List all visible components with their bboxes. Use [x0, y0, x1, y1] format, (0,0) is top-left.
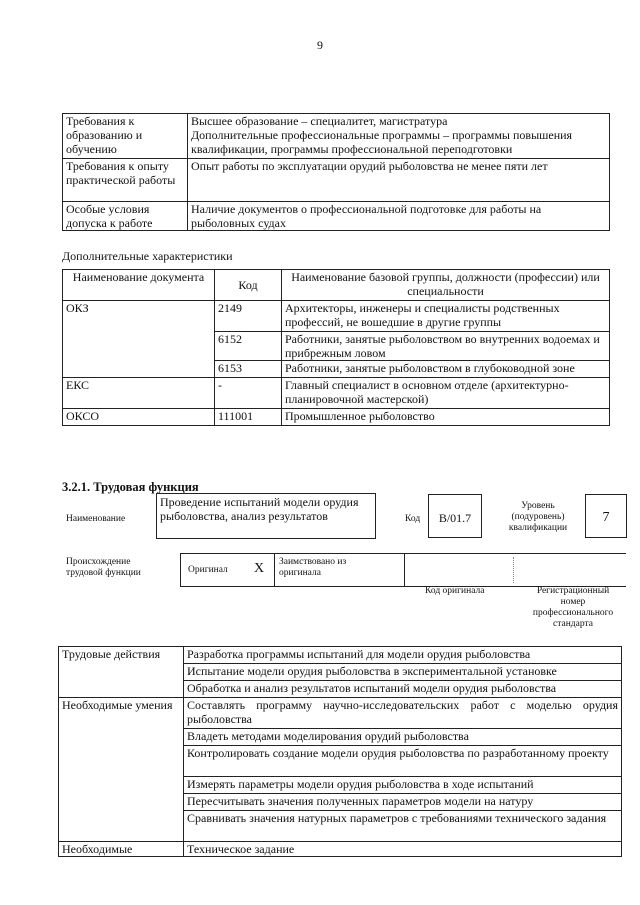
cell-name: Работники, занятые рыболовством в глубоководной зоне [282, 361, 610, 378]
row-label: Особые условия допуска к работе [63, 202, 188, 231]
skill-item: Контролировать создание модели орудия рыболовства по разработанному проекту [184, 746, 622, 777]
function-name-value: Проведение испытаний модели орудия рыболовства, анализ результатов [160, 495, 359, 523]
col-header-code: Код [215, 270, 282, 301]
original-mark: X [254, 561, 265, 576]
actions-label: Трудовые действия [59, 647, 184, 698]
table-row [63, 301, 610, 332]
skills-label: Необходимые умения [59, 698, 184, 842]
code-original-caption: Код оригинала [425, 586, 485, 596]
row-value: Опыт работы по эксплуатации орудий рыболовства не менее пяти лет [188, 159, 610, 202]
line: Высшее образование – специалитет, магистратура [191, 114, 448, 128]
table-row [63, 202, 610, 231]
cell-doc: ОКЗ [63, 301, 215, 378]
requirements-table [62, 113, 610, 231]
divider [404, 553, 405, 586]
origin-box [180, 553, 626, 587]
divider [513, 557, 514, 583]
cell-name: Промышленное рыболовство [282, 409, 610, 426]
table-row [63, 159, 610, 202]
code-value: B/01.7 [438, 511, 472, 525]
cell-code: 6152 [215, 332, 282, 361]
cell-code: - [215, 378, 282, 409]
table-row [63, 378, 610, 409]
table-row [63, 114, 610, 159]
line: Дополнительные профессиональные программы – программы повышения квалификации, программы профессиональной переподготовки [191, 128, 573, 156]
skill-item: Составлять программу научно-исследовательских работ с моделью орудия рыболовства [184, 698, 622, 729]
functions-table [58, 646, 622, 857]
cell-name: Архитекторы, инженеры и специалисты родственных профессий, не вошедшие в другие группы [282, 301, 610, 332]
action-item: Испытание модели орудия рыболовства в экспериментальной установке [184, 664, 622, 681]
code-label: Код [405, 514, 421, 524]
original-label: Оригинал [188, 565, 228, 575]
table-row [63, 409, 610, 426]
knowledge-label: Необходимые [59, 842, 184, 857]
reg-number-caption: Регистрационный номер профессионального стандарта [532, 586, 614, 629]
page-number: 9 [317, 38, 323, 52]
skill-item: Сравнивать значения натурных параметров с требованиями технического задания [184, 811, 622, 842]
knowledge-item: Техническое задание [184, 842, 622, 857]
cell-name: Работники, занятые рыболовством во внутренних водоемах и прибрежным ловом [282, 332, 610, 361]
name-label: Наименование [66, 514, 126, 524]
level-label: Уровень (подуровень) квалификации [508, 501, 568, 533]
code-box [428, 494, 482, 538]
borrowed-label: Заимствовано из оригинала [279, 557, 347, 578]
table-row [59, 647, 622, 664]
skill-item: Владеть методами моделирования орудий рыболовства [184, 729, 622, 746]
skill-item: Измерять параметры модели орудия рыболовства в ходе испытаний [184, 777, 622, 794]
col-header-name: Наименование базовой группы, должности (профессии) или специальности [282, 270, 610, 301]
cell-code: 6153 [215, 361, 282, 378]
cell-doc: ОКСО [63, 409, 215, 426]
level-box [585, 494, 627, 538]
row-value: Наличие документов о профессиональной подготовке для работы на рыболовных судах [188, 202, 610, 231]
extra-heading: Дополнительные характеристики [62, 249, 233, 263]
cell-code: 111001 [215, 409, 282, 426]
table-row [59, 842, 622, 857]
function-name-box [156, 493, 376, 539]
cell-name: Главный специалист в основном отделе (архитектурно-планировочной мастерской) [282, 378, 610, 409]
level-value: 7 [602, 510, 610, 525]
table-header-row [63, 270, 610, 301]
section-title: 3.2.1. Трудовая функция [62, 480, 199, 494]
divider [274, 553, 275, 586]
skill-item: Пересчитывать значения полученных параметров модели на натуру [184, 794, 622, 811]
extra-table [62, 269, 610, 426]
row-value [188, 114, 610, 159]
cell-code: 2149 [215, 301, 282, 332]
col-header-doc: Наименование документа [63, 270, 215, 301]
cell-doc: ЕКС [63, 378, 215, 409]
row-label: Требования к образованию и обучению [63, 114, 188, 159]
table-row [59, 698, 622, 729]
origin-label: Происхождение трудовой функции [66, 557, 141, 578]
row-label: Требования к опыту практической работы [63, 159, 188, 202]
action-item: Разработка программы испытаний для модели орудия рыболовства [184, 647, 622, 664]
action-item: Обработка и анализ результатов испытаний модели орудия рыболовства [184, 681, 622, 698]
